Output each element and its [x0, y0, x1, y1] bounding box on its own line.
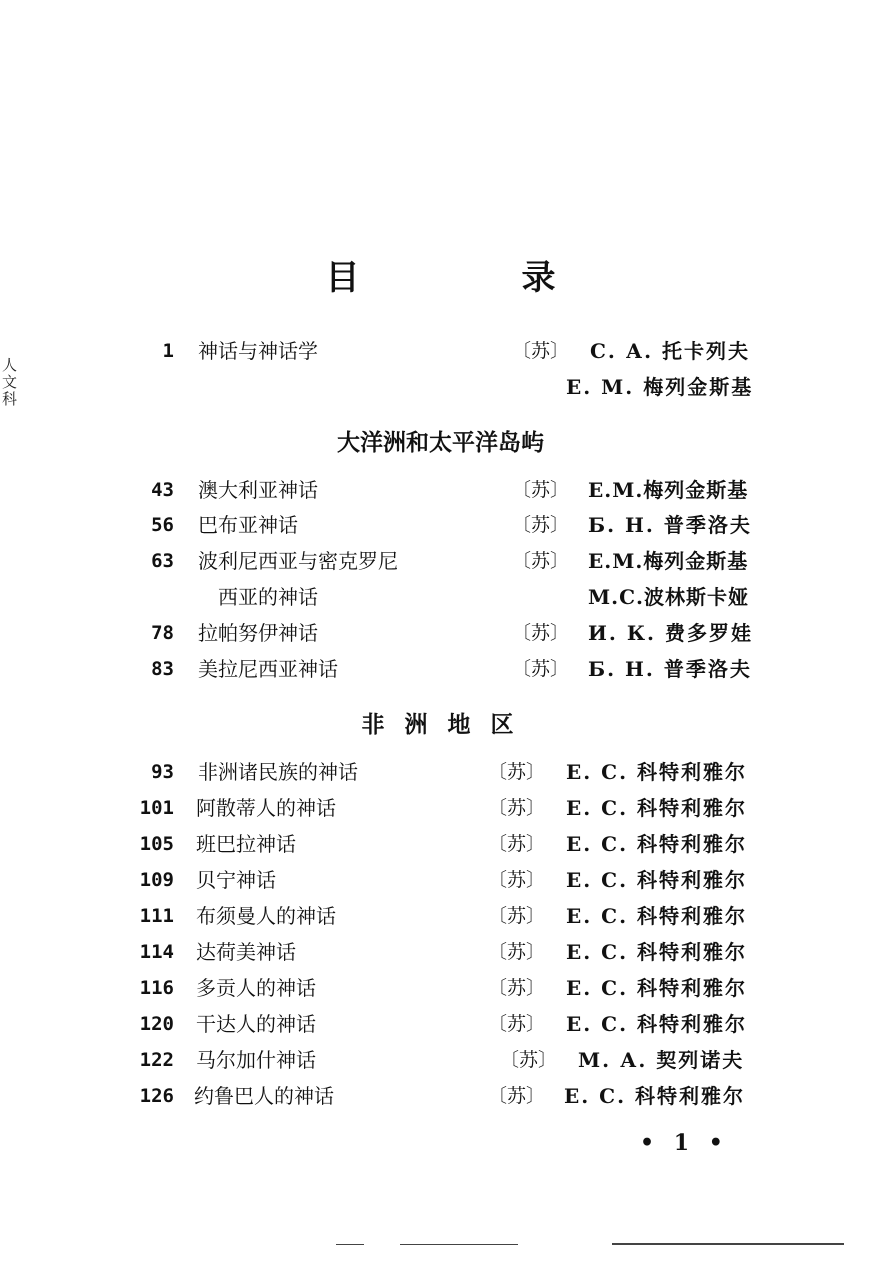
page-title: 目 录 — [325, 258, 620, 298]
nationality-mark: 〔苏〕 — [512, 658, 570, 680]
entry-title: 拉帕努伊神话 — [198, 621, 318, 645]
toc-entry-continued — [0, 372, 881, 402]
nationality-mark: 〔苏〕 — [488, 977, 546, 999]
entry-title: 巴布亚神话 — [198, 513, 298, 537]
toc-entry — [0, 618, 881, 648]
page-number: 122 — [139, 1049, 174, 1071]
entry-title: 班巴拉神话 — [196, 832, 296, 856]
entry-author: Е. С. 科特利雅尔 — [564, 1084, 746, 1108]
nationality-mark: 〔苏〕 — [512, 550, 570, 572]
entry-title: 美拉尼西亚神话 — [198, 657, 338, 681]
entry-title: 干达人的神话 — [196, 1012, 316, 1036]
toc-entry — [0, 654, 881, 684]
scan-rule — [400, 1244, 518, 1245]
entry-author: Е. С. 科特利雅尔 — [566, 832, 748, 856]
toc-entry — [0, 937, 881, 967]
page-number: 78 — [151, 622, 174, 644]
page-number: 93 — [151, 761, 174, 783]
scan-rule — [336, 1244, 364, 1245]
toc-entry — [0, 546, 881, 576]
entry-title: 西亚的神话 — [218, 585, 318, 609]
nationality-mark: 〔苏〕 — [488, 833, 546, 855]
edge-mark-char: 科 — [2, 390, 18, 408]
nationality-mark: 〔苏〕 — [488, 1085, 546, 1107]
nationality-mark: 〔苏〕 — [512, 514, 570, 536]
toc-entry — [0, 829, 881, 859]
nationality-mark: 〔苏〕 — [488, 941, 546, 963]
nationality-mark: 〔苏〕 — [512, 340, 570, 362]
entry-author: Б. Н. 普季洛夫 — [588, 657, 752, 681]
entry-author: С. А. 托卡列夫 — [590, 339, 751, 363]
page-number: 63 — [151, 550, 174, 572]
page-folio: • 1 • — [640, 1130, 729, 1156]
toc-entry — [0, 865, 881, 895]
entry-author: Е. М. 梅列金斯基 — [566, 375, 754, 399]
entry-author: Е. С. 科特利雅尔 — [566, 796, 748, 820]
nationality-mark: 〔苏〕 — [488, 797, 546, 819]
nationality-mark: 〔苏〕 — [512, 622, 570, 644]
edge-mark-char: 人 — [2, 356, 18, 374]
scan-rule — [612, 1243, 844, 1245]
toc-entry — [0, 973, 881, 1003]
entry-author: М.С.波林斯卡娅 — [588, 585, 749, 609]
entry-author: Е.М.梅列金斯基 — [588, 478, 749, 502]
entry-title: 神话与神话学 — [198, 339, 318, 363]
page-number: 114 — [139, 941, 174, 963]
nationality-mark: 〔苏〕 — [488, 905, 546, 927]
entry-author: Е. С. 科特利雅尔 — [566, 976, 748, 1000]
page-number: 101 — [139, 797, 174, 819]
entry-title: 澳大利亚神话 — [198, 478, 318, 502]
toc-entry — [0, 510, 881, 540]
toc-entry — [0, 475, 881, 505]
entry-title: 波利尼西亚与密克罗尼 — [198, 549, 398, 573]
entry-author: Е.М.梅列金斯基 — [588, 549, 749, 573]
page-number: 126 — [139, 1085, 174, 1107]
toc-entry — [0, 336, 881, 366]
entry-author: Е. С. 科特利雅尔 — [566, 1012, 748, 1036]
entry-author: Е. С. 科特利雅尔 — [566, 760, 748, 784]
entry-author: М. А. 契列诺夫 — [578, 1048, 745, 1072]
nationality-mark: 〔苏〕 — [488, 869, 546, 891]
toc-entry — [0, 1081, 881, 1111]
entry-title: 贝宁神话 — [196, 868, 276, 892]
entry-title: 马尔加什神话 — [196, 1048, 316, 1072]
entry-author: И. К. 费多罗娃 — [588, 621, 753, 645]
toc-entry-continued — [0, 582, 881, 612]
page-number: 111 — [139, 905, 174, 927]
entry-title: 多贡人的神话 — [196, 976, 316, 1000]
page-number: 120 — [139, 1013, 174, 1035]
entry-author: Е. С. 科特利雅尔 — [566, 868, 748, 892]
page-number: 43 — [151, 479, 174, 501]
page-number: 109 — [139, 869, 174, 891]
section-heading: 大洋洲和太平洋岛屿 — [337, 430, 544, 456]
page-number: 83 — [151, 658, 174, 680]
page-number: 56 — [151, 514, 174, 536]
section-heading: 非 洲 地 区 — [361, 712, 520, 738]
entry-title: 约鲁巴人的神话 — [194, 1084, 334, 1108]
entry-author: Е. С. 科特利雅尔 — [566, 904, 748, 928]
entry-author: Е. С. 科特利雅尔 — [566, 940, 748, 964]
toc-entry — [0, 757, 881, 787]
entry-title: 达荷美神话 — [196, 940, 296, 964]
nationality-mark: 〔苏〕 — [488, 1013, 546, 1035]
page-number: 116 — [139, 977, 174, 999]
toc-entry — [0, 1045, 881, 1075]
page-number: 105 — [139, 833, 174, 855]
nationality-mark: 〔苏〕 — [488, 761, 546, 783]
toc-entry — [0, 793, 881, 823]
entry-title: 布须曼人的神话 — [196, 904, 336, 928]
edge-mark-char: 文 — [2, 373, 18, 391]
nationality-mark: 〔苏〕 — [512, 479, 570, 501]
entry-author: Б. Н. 普季洛夫 — [588, 513, 752, 537]
page-number: 1 — [162, 340, 174, 362]
toc-entry — [0, 901, 881, 931]
entry-title: 非洲诸民族的神话 — [198, 760, 358, 784]
entry-title: 阿散蒂人的神话 — [196, 796, 336, 820]
nationality-mark: 〔苏〕 — [500, 1049, 558, 1071]
toc-entry — [0, 1009, 881, 1039]
